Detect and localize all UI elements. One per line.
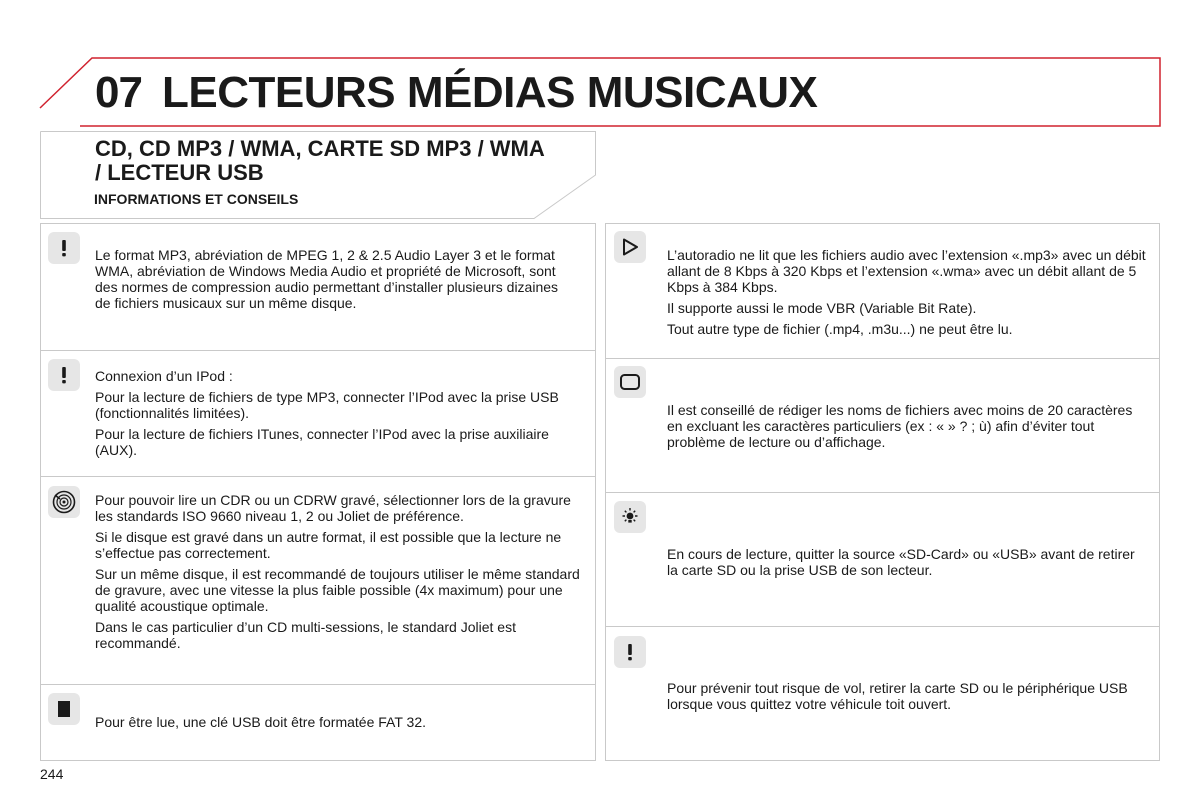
screen-icon <box>614 366 646 398</box>
info-text <box>95 714 575 735</box>
info-paragraph: Pour la lecture de fichiers ITunes, connecter l’IPod avec la prise auxiliaire (AUX). <box>95 426 549 458</box>
info-text <box>667 247 1147 342</box>
info-paragraph: En cours de lecture, quitter la source «SD-Card» ou «USB» avant de retirer la carte SD ou la prise USB de son lecteur. <box>667 546 1135 578</box>
info-paragraph: Pour pouvoir lire un CDR ou un CDRW gravé, sélectionner lors de la gravure les standards ISO 9660 niveau 1, 2 ou Joliet de préférence. <box>95 492 571 524</box>
chapter-number: 07 <box>95 68 142 117</box>
info-paragraph: Tout autre type de fichier (.mp4, .m3u...) ne peut être lu. <box>667 321 1013 337</box>
info-paragraph: Connexion d’un IPod : <box>95 368 233 384</box>
disc-icon <box>48 486 80 518</box>
warning-icon <box>48 359 80 391</box>
tip-icon <box>614 501 646 533</box>
right-info-panel <box>605 223 1160 761</box>
info-paragraph: Il supporte aussi le mode VBR (Variable Bit Rate). <box>667 300 977 316</box>
info-paragraph: Le format MP3, abréviation de MPEG 1, 2 & 2.5 Audio Layer 3 et le format WMA, abréviation de Windows Media Audio et propriété de Microsoft, sont des normes de compression audio permettant d’installer plusieurs dizaines de fichiers musicaux sur un même disque. <box>95 247 559 311</box>
info-paragraph: Il est conseillé de rédiger les noms de fichiers avec moins de 20 caractères en excluant les caractères particuliers (ex : « » ? ; ù) afin d’éviter tout problème de lecture ou d’affichage. <box>667 402 1133 450</box>
left-info-panel <box>40 223 596 761</box>
info-block <box>606 358 1159 492</box>
info-paragraph: Pour être lue, une clé USB doit être formatée FAT 32. <box>95 714 426 730</box>
info-text <box>95 492 583 656</box>
info-paragraph: Pour la lecture de fichiers de type MP3, connecter l’IPod avec la prise USB (fonctionnalités limitées). <box>95 389 559 421</box>
info-text <box>667 402 1147 455</box>
info-block <box>606 224 1159 358</box>
info-block <box>41 224 595 350</box>
stop-icon <box>48 693 80 725</box>
info-block <box>606 626 1159 762</box>
info-text <box>95 247 575 316</box>
info-text <box>667 546 1147 583</box>
info-block <box>41 684 595 762</box>
info-block <box>41 350 595 476</box>
play-icon <box>614 231 646 263</box>
page-number: 244 <box>40 766 64 782</box>
info-text <box>667 680 1147 717</box>
warning-icon <box>614 636 646 668</box>
section-title: CD, CD MP3 / WMA, CARTE SD MP3 / WMA / LECTEUR USB <box>95 136 544 185</box>
info-paragraph: Sur un même disque, il est recommandé de toujours utiliser le même standard de gravure, avec une vitesse la plus faible possible (4x maximum) pour une qualité acoustique optimale. <box>95 566 580 614</box>
section-subtitle: INFORMATIONS ET CONSEILS <box>94 191 299 207</box>
info-paragraph: Dans le cas particulier d’un CD multi-sessions, le standard Joliet est recommandé. <box>95 619 516 651</box>
info-paragraph: Si le disque est gravé dans un autre format, il est possible que la lecture ne s’effectue pas correctement. <box>95 529 562 561</box>
info-block <box>606 492 1159 626</box>
info-paragraph: L’autoradio ne lit que les fichiers audio avec l’extension «.mp3» avec un débit allant de 8 Kbps à 320 Kbps et l’extension «.wma» avec un débit allant de 5 Kbps à 384 Kbps. <box>667 247 1146 295</box>
info-text <box>95 368 575 463</box>
info-paragraph: Pour prévenir tout risque de vol, retirer la carte SD ou le périphérique USB lorsque vous quittez votre véhicule toit ouvert. <box>667 680 1128 712</box>
warning-icon <box>48 232 80 264</box>
chapter-title: LECTEURS MÉDIAS MUSICAUX <box>162 68 818 117</box>
info-block <box>41 476 595 684</box>
